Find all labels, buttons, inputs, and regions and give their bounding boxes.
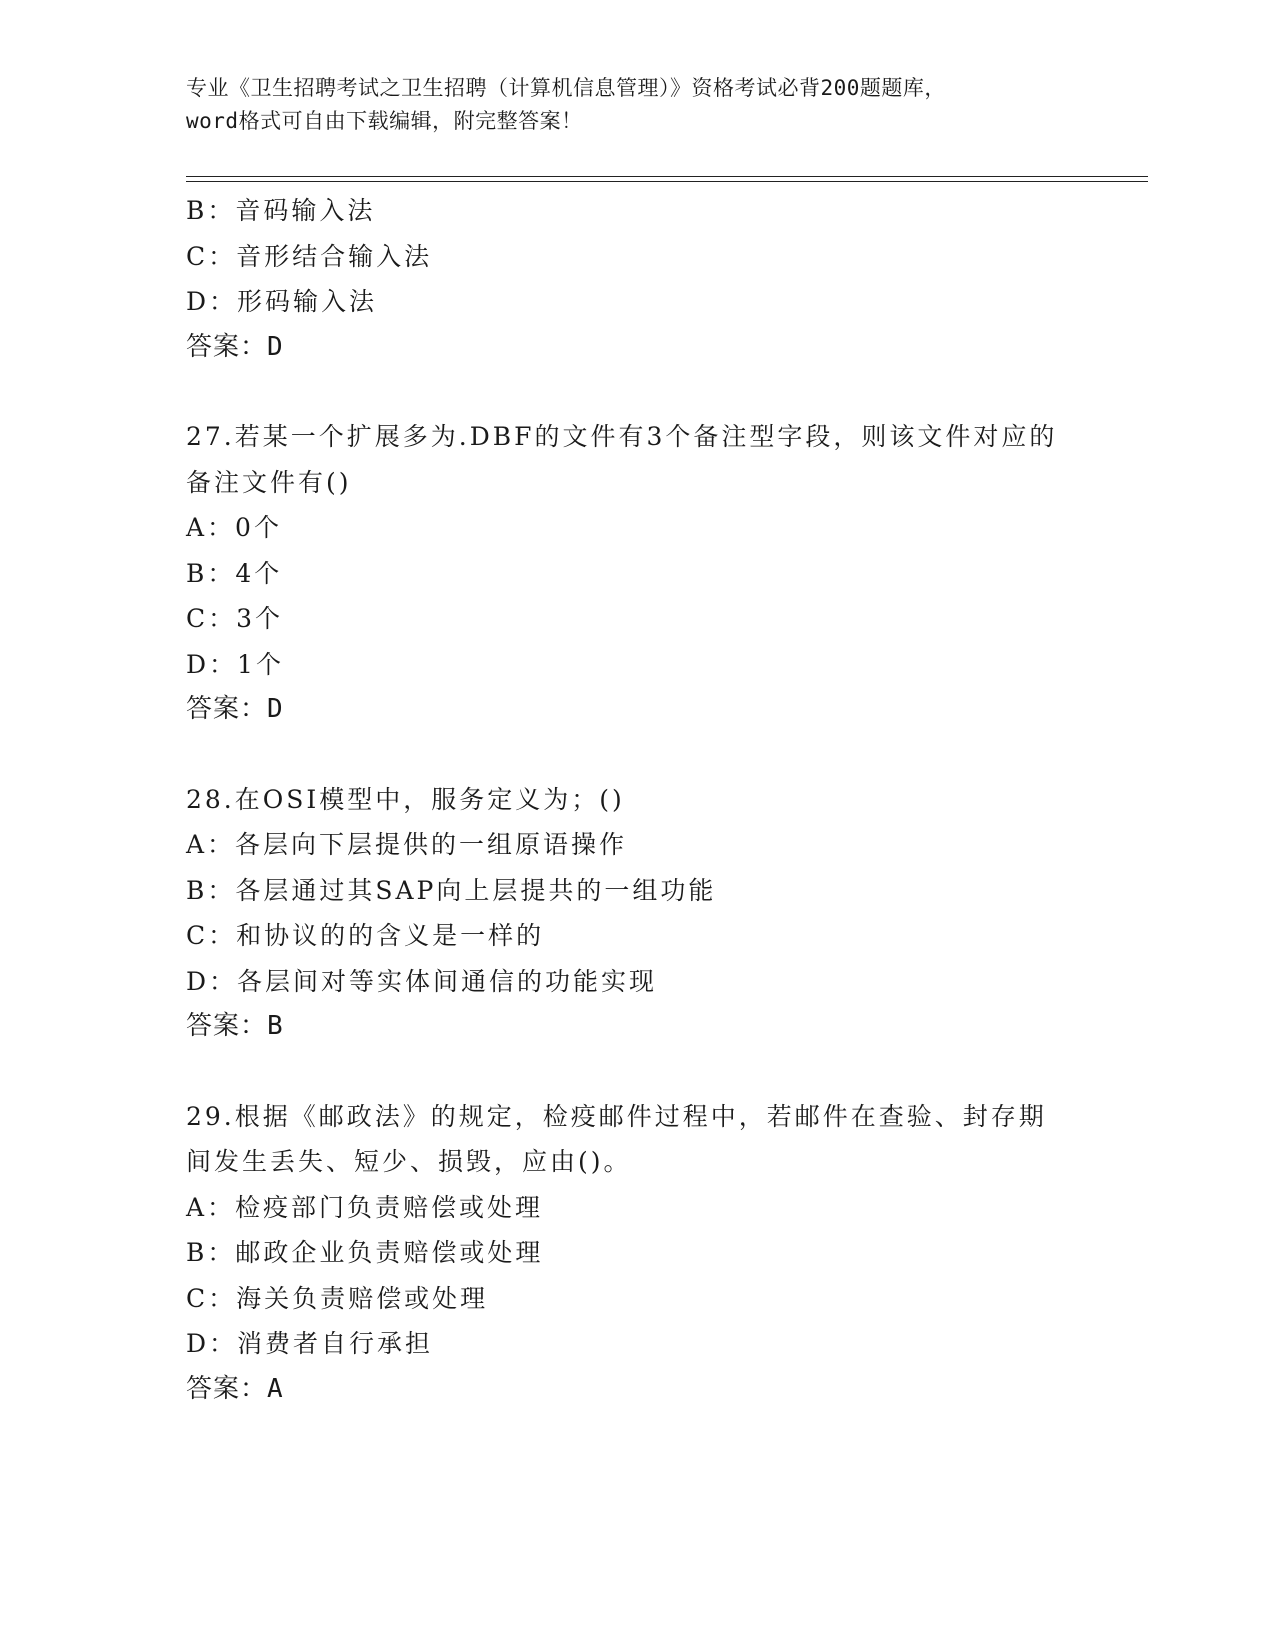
question-27 [186,414,1086,733]
option-a: A：检疫部门负责赔偿或处理 [186,1192,544,1222]
option-d: D：各层间对等实体间通信的功能实现 [186,966,658,996]
question-28 [186,777,1086,1050]
spacer [186,1050,1086,1094]
option-c: C：3个 [186,604,284,633]
question-26-tail [186,188,1086,370]
question-29 [186,1094,1086,1413]
option-c: C：和协议的的含义是一样的 [186,921,545,950]
option-c: C：音形结合输入法 [186,241,433,271]
question-stem: 28.在OSI模型中，服务定义为；() [186,784,625,814]
option-d: D：形码输入法 [186,287,378,316]
option-b: B：4个 [186,558,283,588]
option-d: D：1个 [186,649,284,679]
question-stem-cont: 间发生丢失、短少、损毁，应由()。 [186,1147,632,1176]
option-a: A：各层向下层提供的一组原语操作 [186,830,628,859]
answer-line: 答案：D [186,331,284,362]
option-c: C：海关负责赔偿或处理 [186,1283,489,1313]
question-list [186,188,1086,1412]
option-d: D：消费者自行承担 [186,1329,434,1358]
answer-line: 答案：D [186,694,284,724]
spacer [186,733,1086,777]
option-b: B：各层通过其SAP向上层提共的一组功能 [186,875,717,905]
option-b: B：音码输入法 [186,196,376,225]
option-b: B：邮政企业负责赔偿或处理 [186,1238,544,1267]
header-title-line1: 专业《卫生招聘考试之卫生招聘（计算机信息管理）》资格考试必背200题题库， [186,76,946,100]
header-divider-thin [186,181,1148,182]
answer-line: 答案：A [186,1373,284,1404]
question-stem-cont: 备注文件有() [186,467,352,497]
question-stem: 29.根据《邮政法》的规定，检疫邮件过程中，若邮件在查验、封存期 [186,1101,1047,1131]
spacer [186,370,1086,414]
document-header [186,72,1086,138]
option-a: A：0个 [186,513,282,542]
header-title-line2: word格式可自由下载编辑，附完整答案！ [186,109,583,133]
question-stem: 27.若某一个扩展多为.DBF的文件有3个备注型字段，则该文件对应的 [186,422,1058,451]
header-divider-thick [186,176,1148,177]
answer-line: 答案：B [186,1011,284,1041]
